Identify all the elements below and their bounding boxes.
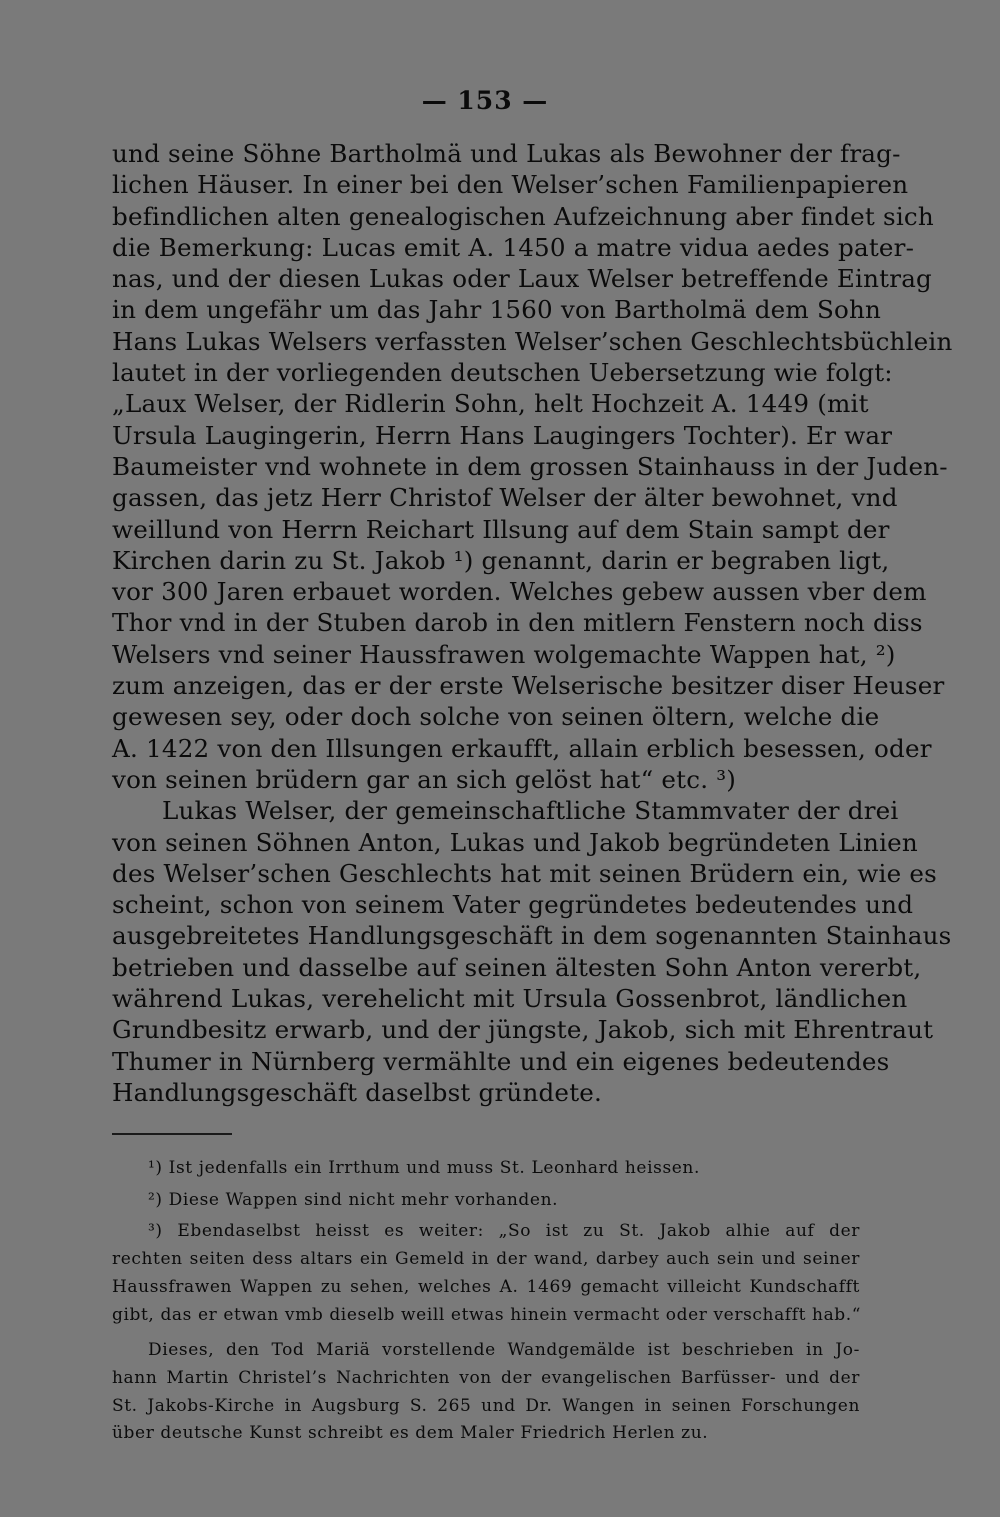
text-line: Handlungsgeschäft daselbst gründete.	[112, 1077, 603, 1107]
text-line: von seinen Söhnen Anton, Lukas und Jakob begründeten Linien	[112, 827, 918, 857]
text-line: ausgebreitetes Handlungsgeschäft in dem sogenannten Stainhaus	[112, 921, 952, 951]
text-line: Hans Lukas Welsers verfassten Welser’schen Geschlechtsbüchlein	[112, 326, 953, 356]
text-line: lichen Häuser. In einer bei den Welser’schen Familienpapieren	[112, 170, 909, 200]
text-line: des Welser’schen Geschlechts hat mit seinen Brüdern ein, wie es	[112, 858, 937, 888]
text-line: Ursula Laugingerin, Herrn Hans Laugingers Tochter). Er war	[112, 420, 893, 450]
footnote-1: ¹) Ist jedenfalls ein Irrthum und muss St. Leonhard heissen.	[148, 1158, 700, 1178]
text-line: gassen, das jetz Herr Christof Welser der älter bewohnet, vnd	[112, 483, 898, 513]
footnote-3-line: St. Jakobs-Kirche in Augsburg S. 265 und Dr. Wangen in seinen Forschungen	[112, 1395, 860, 1416]
text-line: A. 1422 von den Illsungen erkaufft, allain erblich besessen, oder	[112, 733, 932, 763]
footnote-3-line: rechten seiten dess altars ein Gemeld in der wand, darbey auch sein und seiner	[112, 1249, 860, 1270]
text-line: „Laux Welser, der Ridlerin Sohn, helt Hochzeit A. 1449 (mit	[112, 389, 869, 419]
footnote-3-line: über deutsche Kunst schreibt es dem Maler Friedrich Herlen zu.	[112, 1423, 709, 1444]
footnote-3-line: hann Martin Christel’s Nachrichten von der evangelischen Barfüsser- und der	[112, 1367, 860, 1388]
text-line: befindlichen alten genealogischen Aufzeichnung aber findet sich	[112, 201, 934, 231]
paragraph-start-line: Lukas Welser, der gemeinschaftliche Stammvater der drei	[162, 796, 899, 826]
text-line: lautet in der vorliegenden deutschen Uebersetzung wie folgt:	[112, 358, 893, 388]
footnote-2: ²) Diese Wappen sind nicht mehr vorhanden.	[148, 1189, 559, 1210]
text-line: Grundbesitz erwarb, und der jüngste, Jakob, sich mit Ehrentraut	[112, 1015, 934, 1045]
text-line: gewesen sey, oder doch solche von seinen öltern, welche die	[112, 702, 880, 732]
text-line: und seine Söhne Bartholmä und Lukas als Bewohner der frag-	[112, 139, 901, 168]
text-line: von seinen brüdern gar an sich gelöst hat“ etc. ³)	[112, 764, 737, 794]
main-text	[112, 138, 953, 1108]
footnote-divider	[112, 1133, 232, 1135]
footnote-3-line: gibt, das er etwan vmb dieselb weill etwas hinein vermacht oder verschafft hab.“	[112, 1304, 862, 1325]
footnote-3-line: ³) Ebendaselbst heisst es weiter: „So ist zu St. Jakob alhie auf der	[148, 1221, 860, 1242]
text-line: in dem ungefähr um das Jahr 1560 von Bartholmä dem Sohn	[112, 295, 882, 325]
text-line: während Lukas, verehelicht mit Ursula Gossenbrot, ländlichen	[112, 984, 908, 1014]
text-line: scheint, schon von seinem Vater gegründetes bedeutendes und	[112, 890, 914, 920]
text-line: Welsers vnd seiner Haussfrawen wolgemachte Wappen hat, ²)	[112, 639, 896, 669]
text-line: die Bemerkung: Lucas emit A. 1450 a matre vidua aedes pater-	[112, 232, 915, 262]
footnotes	[112, 1155, 860, 1448]
text-line: vor 300 Jaren erbauet worden. Welches gebew aussen vber dem	[112, 577, 927, 607]
text-line: Kirchen darin zu St. Jakob ¹) genannt, darin er begraben ligt,	[112, 545, 890, 575]
text-line: betrieben und dasselbe auf seinen ältesten Sohn Anton vererbt,	[112, 952, 922, 982]
text-line: Baumeister vnd wohnete in dem grossen Stainhauss in der Juden-	[112, 451, 948, 481]
text-line: Thor vnd in der Stuben darob in den mitlern Fenstern noch diss	[112, 608, 923, 638]
text-line: nas, und der diesen Lukas oder Laux Welser betreffende Eintrag	[112, 264, 932, 294]
page-number: — 153 —	[421, 86, 549, 115]
text-line: zum anzeigen, das er der erste Welserische besitzer diser Heuser	[112, 671, 945, 701]
footnote-3-line: Dieses, den Tod Mariä vorstellende Wandgemälde ist beschrieben in Jo-	[148, 1340, 860, 1361]
text-line: weillund von Herrn Reichart Illsung auf dem Stain sampt der	[112, 514, 890, 544]
footnote-3-line: Haussfrawen Wappen zu sehen, welches A. 1469 gemacht villeicht Kundschafft	[112, 1276, 860, 1297]
text-line: Thumer in Nürnberg vermählte und ein eigenes bedeutendes	[112, 1046, 890, 1076]
